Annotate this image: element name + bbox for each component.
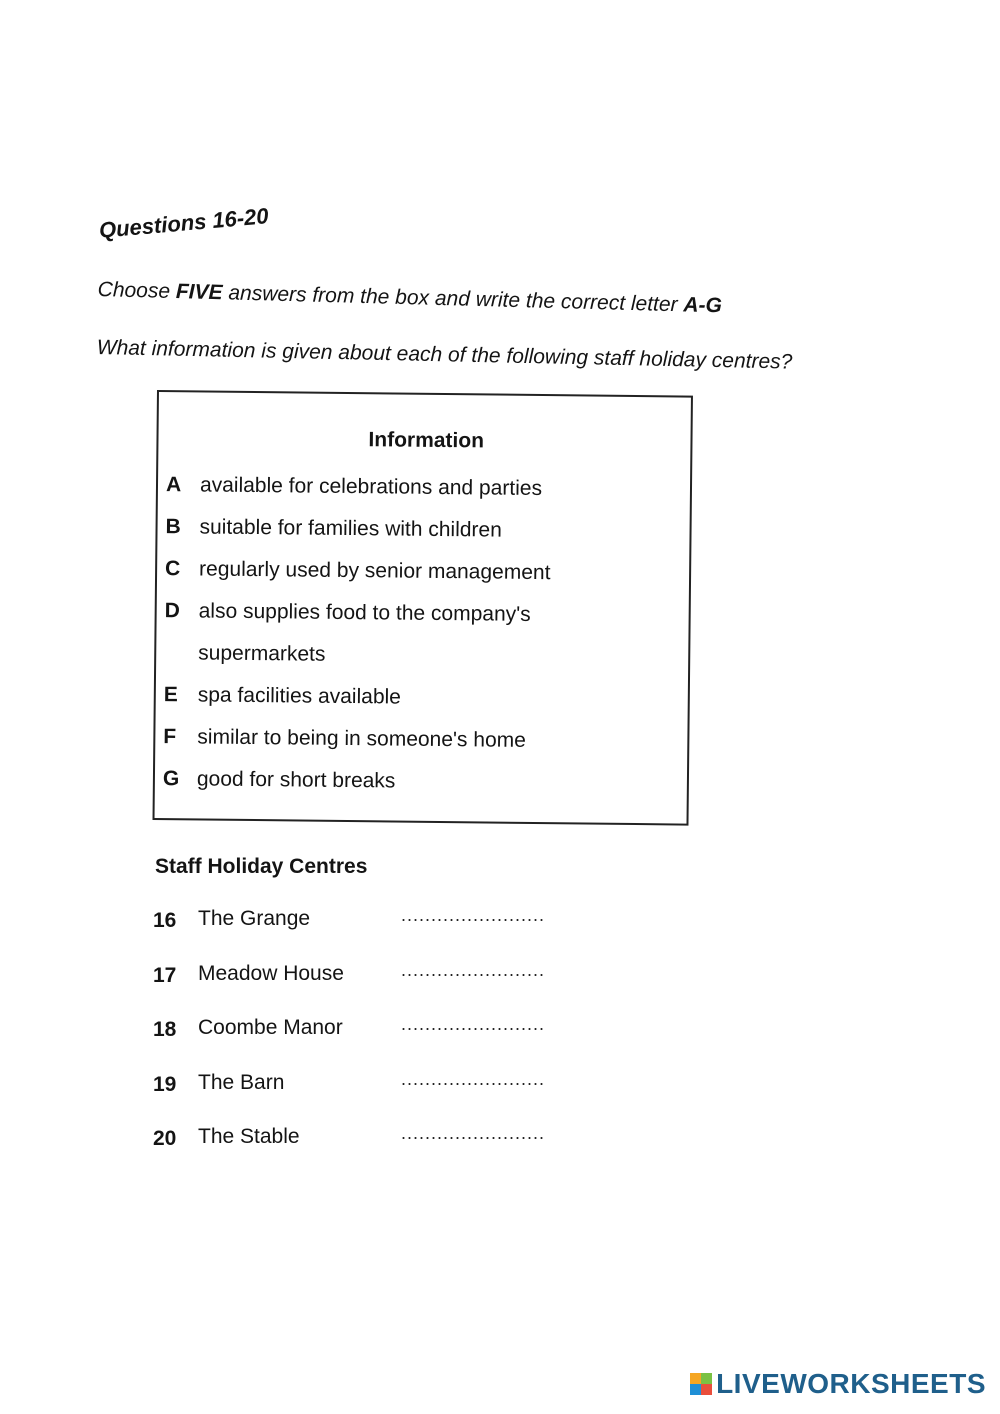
logo-square xyxy=(701,1384,712,1395)
centre-name: The Stable xyxy=(198,1125,300,1148)
logo-square xyxy=(690,1384,701,1395)
option-letter: G xyxy=(162,767,180,791)
centre-name: The Barn xyxy=(198,1070,285,1094)
liveworksheets-watermark xyxy=(690,1368,986,1400)
watermark-text: LIVEWORKSHEETS xyxy=(716,1368,986,1399)
information-option-c xyxy=(165,548,579,594)
information-option-b xyxy=(165,506,579,552)
instruction-question: What information is given about each of the following staff holiday centres? xyxy=(96,336,793,374)
answer-blank[interactable]: ........................ xyxy=(401,1123,546,1143)
answer-blank[interactable]: ........................ xyxy=(401,1014,546,1034)
centre-name: Coombe Manor xyxy=(198,1016,343,1039)
information-option-e xyxy=(164,674,578,720)
option-text: good for short breaks xyxy=(196,767,396,793)
question-number: 19 xyxy=(153,1072,177,1096)
option-text: regularly used by senior management xyxy=(199,557,551,585)
information-option-a xyxy=(166,464,580,510)
option-text: spa facilities available xyxy=(197,683,402,709)
centre-name: The Grange xyxy=(198,907,311,930)
option-letter: F xyxy=(163,725,177,749)
instruction-choose: Choose FIVE answers from the box and write the correct letter A-G xyxy=(97,278,723,318)
logo-square xyxy=(701,1373,712,1384)
information-option-g xyxy=(163,758,577,804)
option-letter: C xyxy=(165,557,181,581)
option-text: also supplies food to the company's supermarkets xyxy=(198,599,531,666)
option-letter: B xyxy=(165,515,181,539)
question-number: 18 xyxy=(153,1018,177,1041)
centres-title: Staff Holiday Centres xyxy=(155,855,368,878)
logo-square xyxy=(690,1373,701,1384)
option-letter: D xyxy=(164,599,180,623)
information-option-d xyxy=(164,590,579,678)
information-title: Information xyxy=(368,428,485,453)
option-text: suitable for families with children xyxy=(199,515,502,542)
option-text: similar to being in someone's home xyxy=(197,725,526,752)
centre-name: Meadow House xyxy=(198,961,344,985)
question-number: 16 xyxy=(153,909,177,932)
option-text: available for celebrations and parties xyxy=(199,473,543,501)
answer-blank[interactable]: ........................ xyxy=(401,905,546,925)
information-box xyxy=(152,390,692,826)
question-number: 17 xyxy=(153,963,177,987)
answer-blank[interactable]: ........................ xyxy=(401,1068,546,1089)
questions-heading: Questions 16-20 xyxy=(98,203,270,243)
question-number: 20 xyxy=(153,1127,177,1150)
information-list xyxy=(163,464,580,804)
option-letter: A xyxy=(165,473,182,497)
liveworksheets-logo-icon xyxy=(690,1373,712,1395)
answer-blank[interactable]: ........................ xyxy=(401,959,546,980)
option-letter: E xyxy=(163,683,178,707)
information-option-f xyxy=(163,716,577,762)
